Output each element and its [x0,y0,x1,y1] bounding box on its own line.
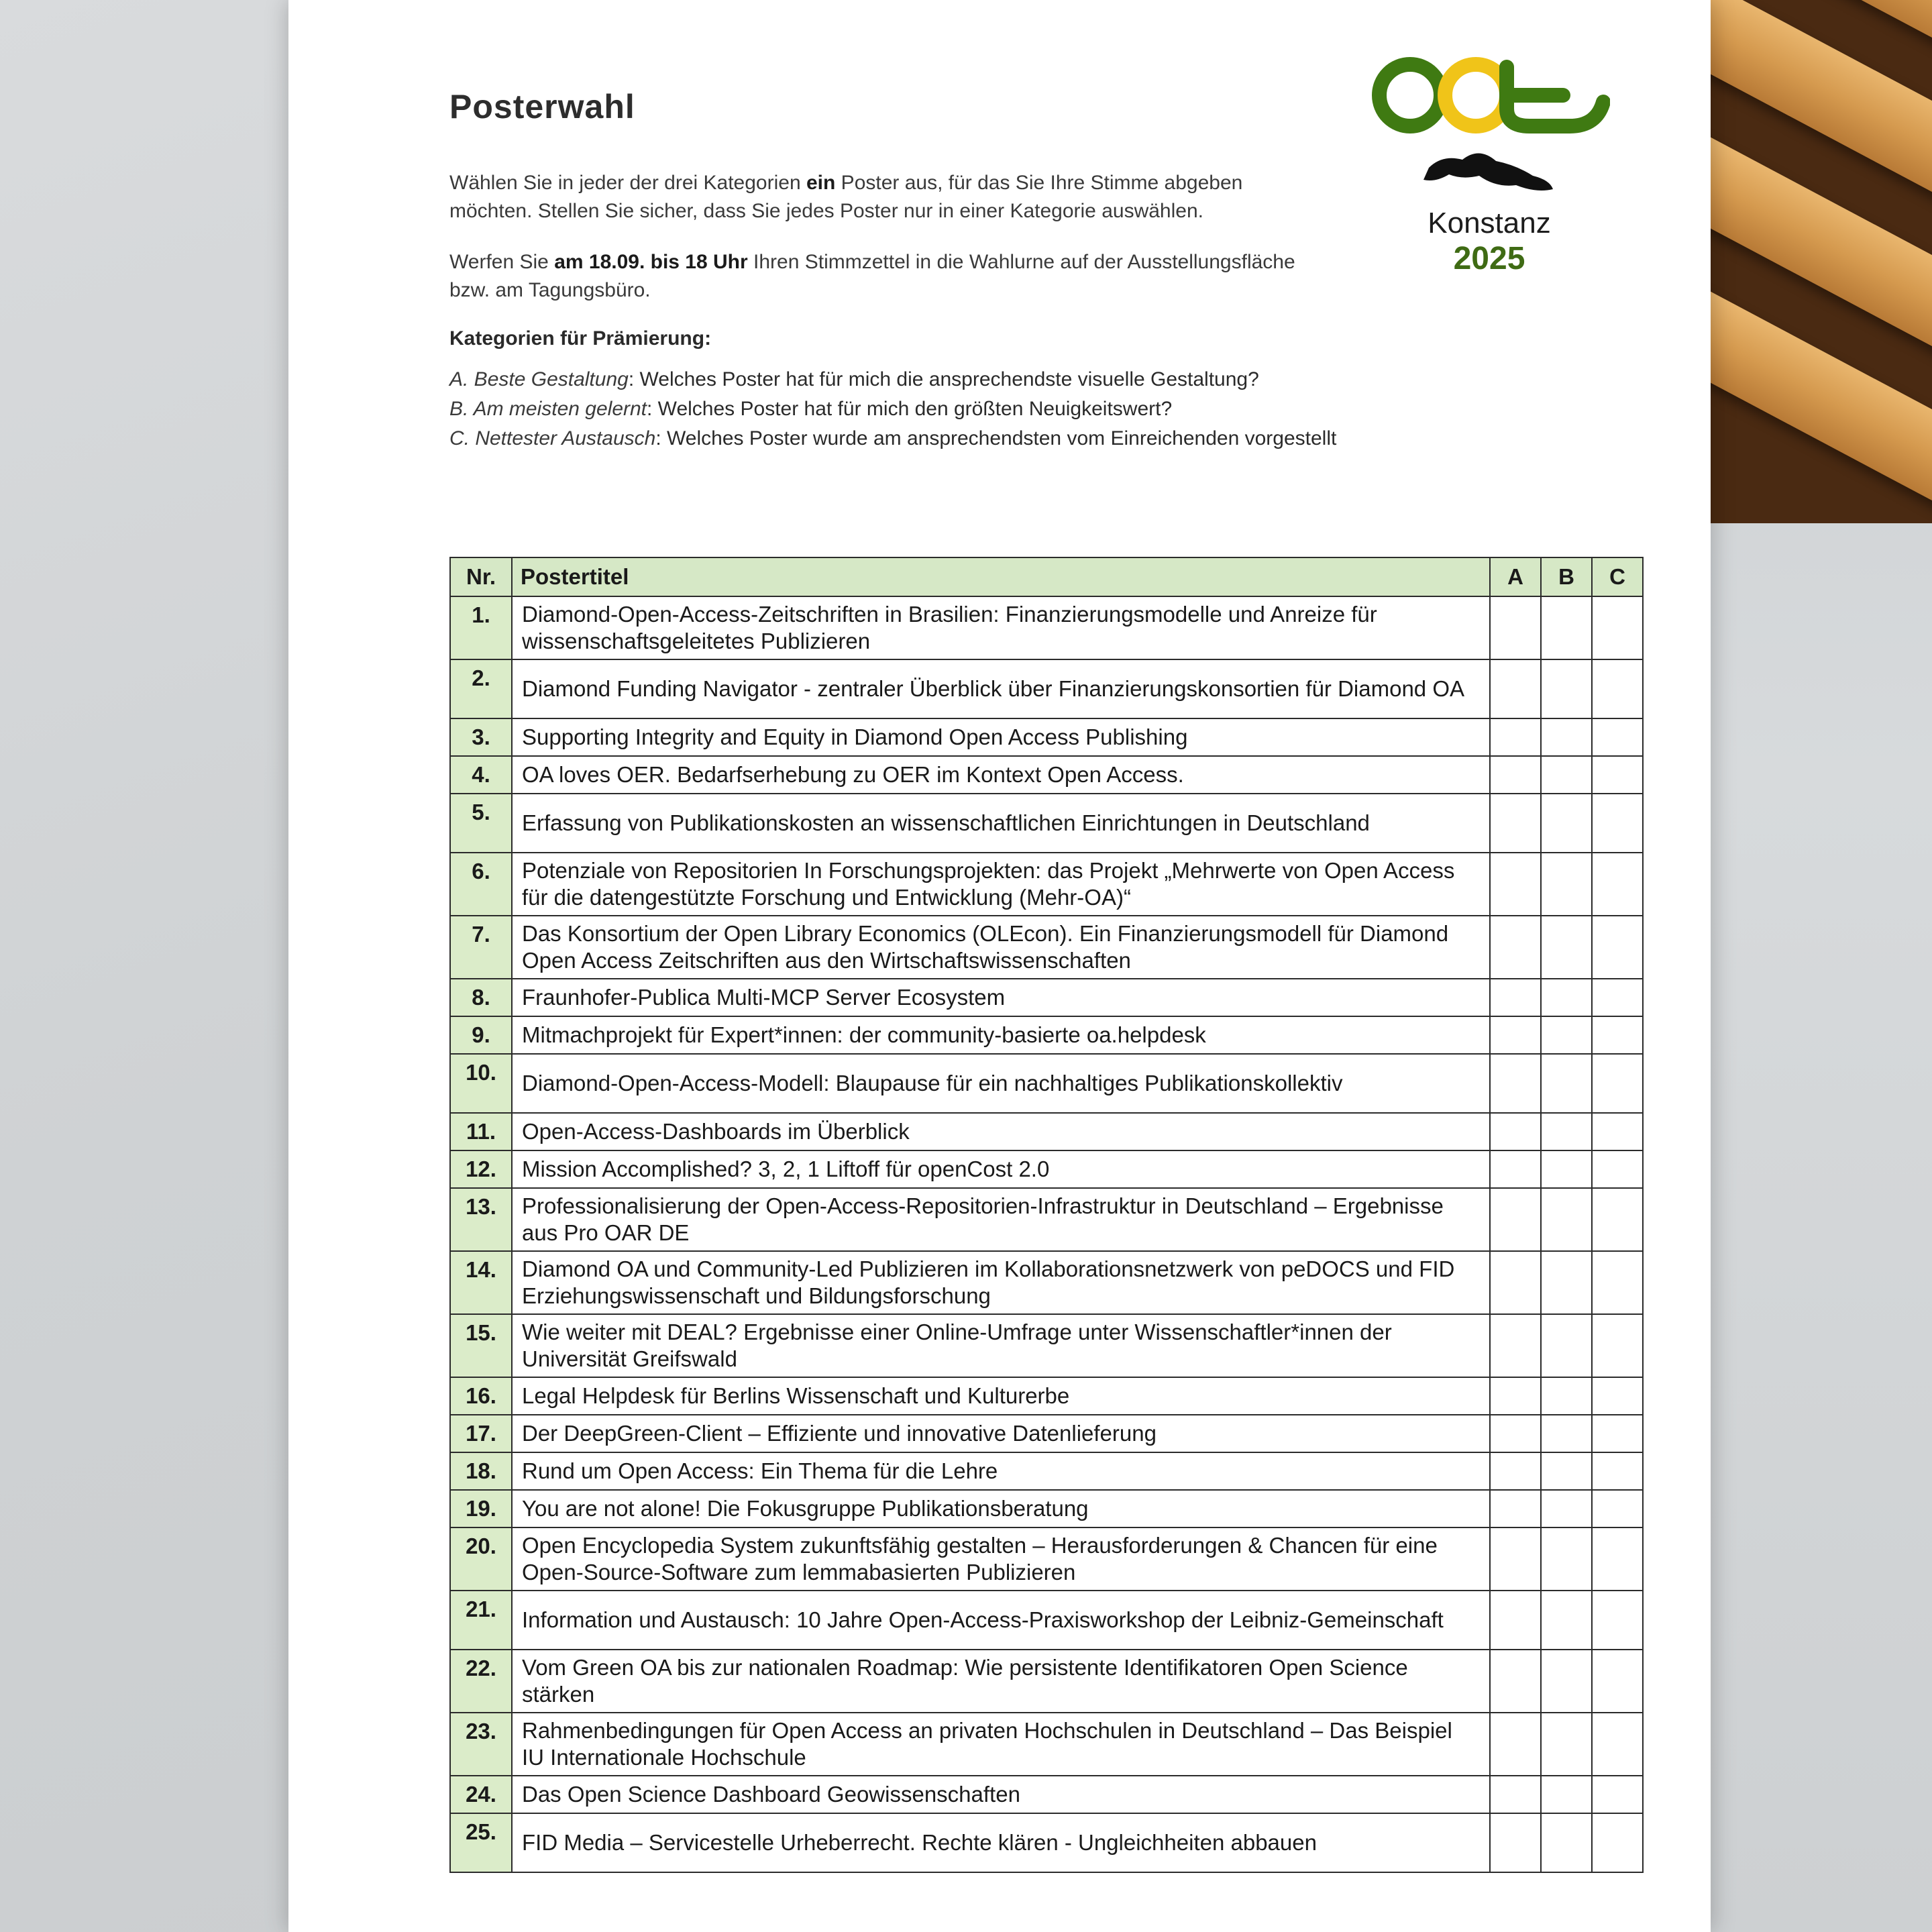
vote-box-b[interactable] [1541,1314,1592,1377]
vote-box-a[interactable] [1490,979,1541,1016]
vote-box-c[interactable] [1592,1591,1643,1650]
row-number: 24. [450,1776,512,1813]
vote-box-b[interactable] [1541,1452,1592,1490]
vote-box-a[interactable] [1490,1527,1541,1591]
vote-box-a[interactable] [1490,1776,1541,1813]
header-postertitel: Postertitel [512,557,1490,596]
vote-box-c[interactable] [1592,1650,1643,1713]
vote-box-a[interactable] [1490,1113,1541,1150]
row-number: 19. [450,1490,512,1527]
table-row [450,756,1643,794]
row-number: 1. [450,596,512,659]
poster-title: Information und Austausch: 10 Jahre Open-Access-Praxisworkshop der Leibniz-Gemeinschaft [512,1591,1490,1650]
table-row [450,1251,1643,1314]
table-row [450,794,1643,853]
header-nr: Nr. [450,557,512,596]
row-number: 9. [450,1016,512,1054]
vote-box-a[interactable] [1490,659,1541,718]
vote-box-a[interactable] [1490,853,1541,916]
vote-box-a[interactable] [1490,1713,1541,1776]
vote-box-c[interactable] [1592,1452,1643,1490]
vote-box-b[interactable] [1541,979,1592,1016]
vote-box-a[interactable] [1490,794,1541,853]
page-title: Posterwahl [449,88,635,125]
poster-title: Diamond-Open-Access-Zeitschriften in Brasilien: Finanzierungsmodelle und Anreize für wissenschaftsgeleitetes Publizieren [512,596,1490,659]
vote-box-c[interactable] [1592,794,1643,853]
vote-box-a[interactable] [1490,718,1541,756]
row-number: 23. [450,1713,512,1776]
vote-box-c[interactable] [1592,1813,1643,1872]
poster-title: Diamond-Open-Access-Modell: Blaupause für ein nachhaltiges Publikationskollektiv [512,1054,1490,1113]
wooden-slat-frame [1711,0,1932,523]
row-number: 22. [450,1650,512,1713]
row-number: 11. [450,1113,512,1150]
vote-box-b[interactable] [1541,1776,1592,1813]
row-number: 12. [450,1150,512,1188]
vote-box-c[interactable] [1592,1314,1643,1377]
poster-title: Rund um Open Access: Ein Thema für die Lehre [512,1452,1490,1490]
poster-title: Rahmenbedingungen für Open Access an privaten Hochschulen in Deutschland – Das Beispiel IU Internationale Hochschule [512,1713,1490,1776]
poster-title: Open-Access-Dashboards im Überblick [512,1113,1490,1150]
poster-title: You are not alone! Die Fokusgruppe Publikationsberatung [512,1490,1490,1527]
vote-box-c[interactable] [1592,1188,1643,1251]
ballot-sheet [288,0,1711,1932]
logo-place: Konstanz [1428,207,1551,239]
vote-box-c[interactable] [1592,1527,1643,1591]
poster-title: Supporting Integrity and Equity in Diamond Open Access Publishing [512,718,1490,756]
vote-box-a[interactable] [1490,916,1541,979]
table-row [450,1188,1643,1251]
table-row [450,1113,1643,1150]
table-row [450,1452,1643,1490]
ballot-rows [450,596,1643,1872]
vote-box-b[interactable] [1541,853,1592,916]
row-number: 2. [450,659,512,718]
vote-box-c[interactable] [1592,1251,1643,1314]
table-row [450,1527,1643,1591]
vote-box-b[interactable] [1541,659,1592,718]
poster-title: FID Media – Servicestelle Urheberrecht. Rechte klären - Ungleichheiten abbauen [512,1813,1490,1872]
poster-title: Der DeepGreen-Client – Effiziente und innovative Datenlieferung [512,1415,1490,1452]
row-number: 17. [450,1415,512,1452]
table-row [450,916,1643,979]
table-row [450,1813,1643,1872]
poster-title: Das Open Science Dashboard Geowissenschaften [512,1776,1490,1813]
poster-title: Das Konsortium der Open Library Economics (OLEcon). Ein Finanzierungsmodell für Diamond Open Access Zeitschriften aus den Wirtschaftswissenschaften [512,916,1490,979]
poster-title: Mitmachprojekt für Expert*innen: der community-basierte oa.helpdesk [512,1016,1490,1054]
vote-box-c[interactable] [1592,718,1643,756]
vote-box-a[interactable] [1490,596,1541,659]
vote-box-c[interactable] [1592,1713,1643,1776]
row-number: 7. [450,916,512,979]
table-row [450,659,1643,718]
vote-box-b[interactable] [1541,1415,1592,1452]
table-row [450,1713,1643,1776]
poster-ballot-table [449,557,1644,1873]
poster-title: Legal Helpdesk für Berlins Wissenschaft und Kulturerbe [512,1377,1490,1415]
poster-title: OA loves OER. Bedarfserhebung zu OER im Kontext Open Access. [512,756,1490,794]
table-row [450,1650,1643,1713]
poster-title: Wie weiter mit DEAL? Ergebnisse einer Online-Umfrage unter Wissenschaftler*innen der Universität Greifswald [512,1314,1490,1377]
table-row [450,718,1643,756]
vote-box-b[interactable] [1541,1591,1592,1650]
table-row [450,1776,1643,1813]
vote-box-c[interactable] [1592,1113,1643,1150]
row-number: 20. [450,1527,512,1591]
vote-box-c[interactable] [1592,1776,1643,1813]
table-row [450,1415,1643,1452]
poster-title: Diamond OA und Community-Led Publizieren im Kollaborationsnetzwerk von peDOCS und FID Erziehungswissenschaft und Bildungsforschung [512,1251,1490,1314]
vote-box-a[interactable] [1490,1314,1541,1377]
vote-box-a[interactable] [1490,1188,1541,1251]
poster-title: Diamond Funding Navigator - zentraler Überblick über Finanzierungskonsortien für Diamond OA [512,659,1490,718]
vote-box-b[interactable] [1541,1650,1592,1713]
table-row [450,1150,1643,1188]
vote-box-c[interactable] [1592,916,1643,979]
vote-box-b[interactable] [1541,1813,1592,1872]
row-number: 8. [450,979,512,1016]
row-number: 16. [450,1377,512,1415]
vote-box-b[interactable] [1541,794,1592,853]
vote-box-b[interactable] [1541,1713,1592,1776]
vote-box-c[interactable] [1592,1490,1643,1527]
vote-box-c[interactable] [1592,1415,1643,1452]
row-number: 4. [450,756,512,794]
vote-box-a[interactable] [1490,1251,1541,1314]
vote-box-a[interactable] [1490,1415,1541,1452]
poster-title: Potenziale von Repositorien In Forschungsprojekten: das Projekt „Mehrwerte von Open Access für die datengestützte Forschung und Entwicklung (Mehr-OA)“ [512,853,1490,916]
poster-title: Professionalisierung der Open-Access-Repositorien-Infrastruktur in Deutschland – Ergebnisse aus Pro OAR DE [512,1188,1490,1251]
poster-title: Mission Accomplished? 3, 2, 1 Liftoff für openCost 2.0 [512,1150,1490,1188]
vote-box-a[interactable] [1490,1591,1541,1650]
header-c: C [1592,557,1643,596]
vote-box-c[interactable] [1592,1150,1643,1188]
vote-box-a[interactable] [1490,1016,1541,1054]
table-row [450,1591,1643,1650]
vote-box-b[interactable] [1541,1113,1592,1150]
vote-box-b[interactable] [1541,596,1592,659]
row-number: 5. [450,794,512,853]
vote-box-c[interactable] [1592,1377,1643,1415]
vote-box-b[interactable] [1541,1377,1592,1415]
vote-box-b[interactable] [1541,718,1592,756]
vote-box-a[interactable] [1490,1813,1541,1872]
row-number: 15. [450,1314,512,1377]
vote-box-b[interactable] [1541,1150,1592,1188]
vote-box-a[interactable] [1490,1452,1541,1490]
vote-box-a[interactable] [1490,1377,1541,1415]
header-b: B [1541,557,1592,596]
vote-box-a[interactable] [1490,756,1541,794]
vote-box-b[interactable] [1541,916,1592,979]
vote-box-c[interactable] [1592,756,1643,794]
category-b: B. Am meisten gelernt: Welches Poster hat für mich den größten Neuigkeitswert? [449,398,1173,420]
intro-deadline: Werfen Sie am 18.09. bis 18 Uhr Ihren Stimmzettel in die Wahlurne auf der Ausstellungsfläche bzw. am Tagungsbüro. [449,251,1295,301]
table-row [450,1314,1643,1377]
table-row [450,1016,1643,1054]
vote-box-c[interactable] [1592,1016,1643,1054]
vote-box-b[interactable] [1541,1054,1592,1113]
vote-box-c[interactable] [1592,596,1643,659]
table-row [450,596,1643,659]
vote-box-c[interactable] [1592,1054,1643,1113]
row-number: 25. [450,1813,512,1872]
row-number: 21. [450,1591,512,1650]
vote-box-a[interactable] [1490,1650,1541,1713]
table-row [450,979,1643,1016]
table-header-row [450,557,1643,596]
vote-box-c[interactable] [1592,853,1643,916]
vote-box-c[interactable] [1592,979,1643,1016]
poster-title: Erfassung von Publikationskosten an wissenschaftlichen Einrichtungen in Deutschland [512,794,1490,853]
table-row [450,1054,1643,1113]
vote-box-b[interactable] [1541,1016,1592,1054]
table-row [450,1490,1643,1527]
vote-box-b[interactable] [1541,1527,1592,1591]
vote-box-b[interactable] [1541,1188,1592,1251]
intro-instructions: Wählen Sie in jeder der drei Kategorien ein Poster aus, für das Sie Ihre Stimme abgeben möchten. Stellen Sie sicher, dass Sie jedes Poster nur in einer Kategorie auswählen. [449,172,1243,222]
row-number: 18. [450,1452,512,1490]
row-number: 3. [450,718,512,756]
table-row [450,1377,1643,1415]
vote-box-c[interactable] [1592,659,1643,718]
table-row [450,853,1643,916]
category-c: C. Nettester Austausch: Welches Poster wurde am ansprechendsten vom Einreichenden vorgestellt [449,427,1337,449]
category-a: A. Beste Gestaltung: Welches Poster hat für mich die ansprechendste visuelle Gestaltung? [449,368,1259,390]
row-number: 13. [450,1188,512,1251]
vote-box-a[interactable] [1490,1150,1541,1188]
categories-heading: Kategorien für Prämierung: [449,327,712,350]
row-number: 14. [450,1251,512,1314]
vote-box-a[interactable] [1490,1054,1541,1113]
categories-list [449,365,1644,453]
header-a: A [1490,557,1541,596]
logo-year: 2025 [1453,241,1525,276]
poster-title: Fraunhofer-Publica Multi-MCP Server Ecosystem [512,979,1490,1016]
row-number: 10. [450,1054,512,1113]
row-number: 6. [450,853,512,916]
vote-box-b[interactable] [1541,1490,1592,1527]
vote-box-b[interactable] [1541,1251,1592,1314]
poster-title: Vom Green OA bis zur nationalen Roadmap: Wie persistente Identifikatoren Open Science stärken [512,1650,1490,1713]
vote-box-a[interactable] [1490,1490,1541,1527]
poster-title: Open Encyclopedia System zukunftsfähig gestalten – Herausforderungen & Chancen für eine Open-Source-Software zum lemmabasierten Publizieren [512,1527,1490,1591]
vote-box-b[interactable] [1541,756,1592,794]
